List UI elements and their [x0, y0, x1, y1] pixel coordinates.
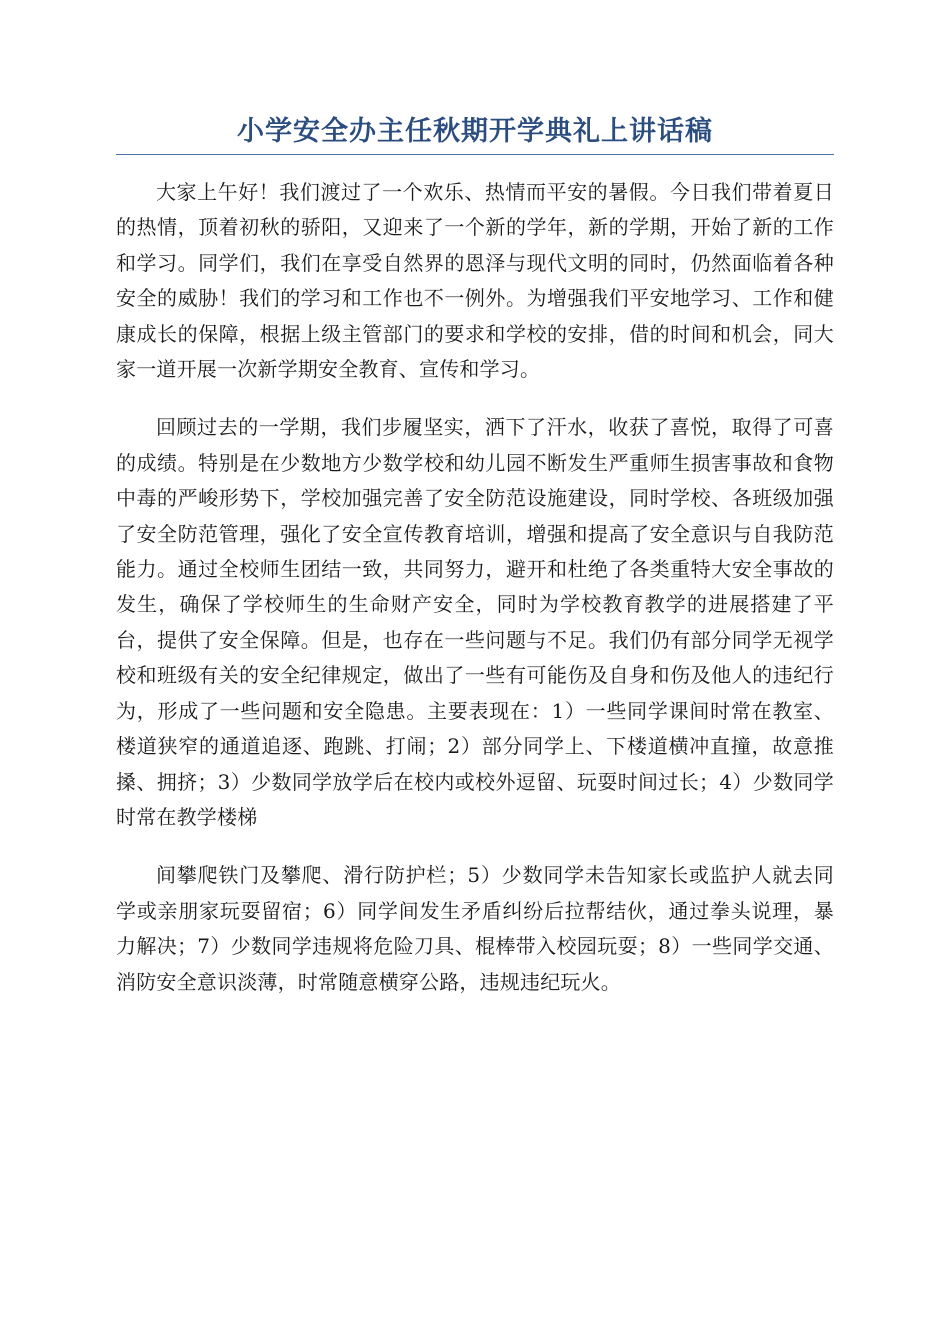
paragraph-review: 回顾过去的一学期，我们步履坚实，洒下了汗水，收获了喜悦，取得了可喜的成绩。特别是在少数地方少数学校和幼儿园不断发生严重师生损害事故和食物中毒的严峻形势下，学校加强完善了安全防范设施建设，同时学校、各班级加强了安全防范管理，强化了安全宣传教育培训，增强和提高了安全意识与自我防范能力。通过全校师生团结一致，共同努力，避开和杜绝了各类重特大安全事故的发生，确保了学校师生的生命财产安全，同时为学校教育教学的进展搭建了平台，提供了安全保障。但是，也存在一些问题与不足。我们仍有部分同学无视学校和班级有关的安全纪律规定，做出了一些有可能伤及自身和伤及他人的违纪行为，形成了一些问题和安全隐患。主要表现在：1）一些同学课间时常在教室、楼道狭窄的通道追逐、跑跳、打闹；2）部分同学上、下楼道横冲直撞，故意推搡、拥挤；3）少数同学放学后在校内或校外逗留、玩耍时间过长；4）少数同学时常在教学楼梯 — [116, 415, 834, 829]
paragraph-greeting: 大家上午好！我们渡过了一个欢乐、热情而平安的暑假。今日我们带着夏日的热情，顶着初秋的骄阳，又迎来了一个新的学年，新的学期，开始了新的工作和学习。同学们，我们在享受自然界的恩泽与现代文明的同时，仍然面临着各种安全的威胁！我们的学习和工作也不一例外。为增强我们平安地学习、工作和健康成长的保障，根据上级主管部门的要求和学校的安排，借的时间和机会，同大家一道开展一次新学期安全教育、宣传和学习。 — [116, 180, 834, 382]
document-title: 小学安全办主任秋期开学典礼上讲话稿 — [116, 112, 834, 155]
paragraph-problems: 间攀爬铁门及攀爬、滑行防护栏；5）少数同学未告知家长或监护人就去同学或亲朋家玩耍留宿；6）同学间发生矛盾纠纷后拉帮结伙，通过拳头说理，暴力解决；7）少数同学违规将危险刀具、棍棒带入校园玩耍；8）一些同学交通、消防安全意识淡薄，时常随意横穿公路，违规违纪玩火。 — [116, 863, 834, 994]
document-page — [116, 112, 834, 1000]
